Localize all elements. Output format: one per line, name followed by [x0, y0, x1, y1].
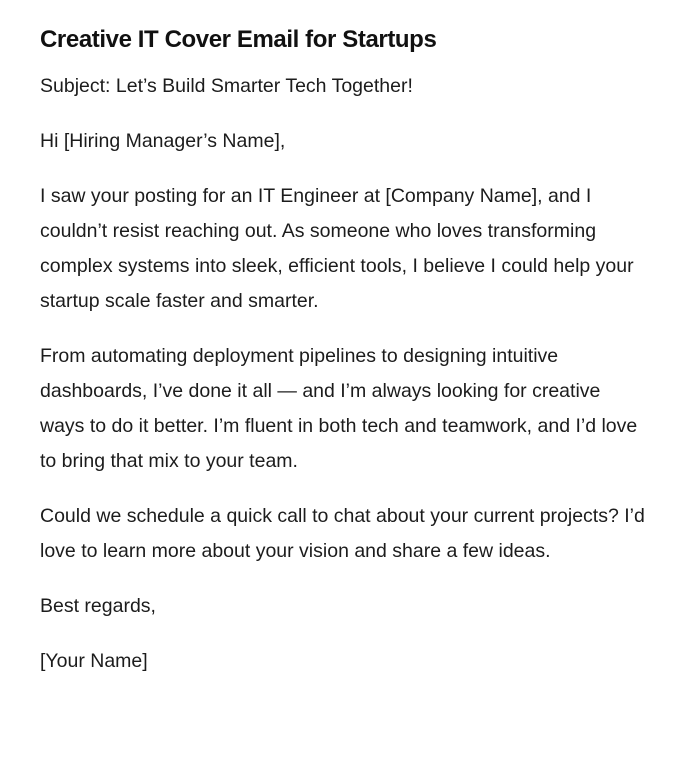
email-greeting: Hi [Hiring Manager’s Name],	[40, 130, 286, 152]
email-paragraph: Could we schedule a quick call to chat about your current projects? I’d love to learn more about your vision and share a few ideas.	[40, 505, 645, 562]
email-subject: Subject: Let’s Build Smarter Tech Together!	[40, 75, 413, 97]
page-title: Creative IT Cover Email for Startups	[40, 26, 437, 53]
email-signature: [Your Name]	[40, 650, 148, 672]
email-document	[40, 24, 650, 699]
email-paragraph: From automating deployment pipelines to designing intuitive dashboards, I’ve done it all — and I’m always looking for creative ways to do it better. I’m fluent in both tech and teamwork, and I’d love to bring that mix to your team.	[40, 345, 638, 472]
email-closing: Best regards,	[40, 595, 156, 617]
email-paragraph: I saw your posting for an IT Engineer at [Company Name], and I couldn’t resist reaching out. As someone who loves transforming complex systems into sleek, efficient tools, I believe I could help your startup scale faster and smarter.	[40, 185, 634, 312]
